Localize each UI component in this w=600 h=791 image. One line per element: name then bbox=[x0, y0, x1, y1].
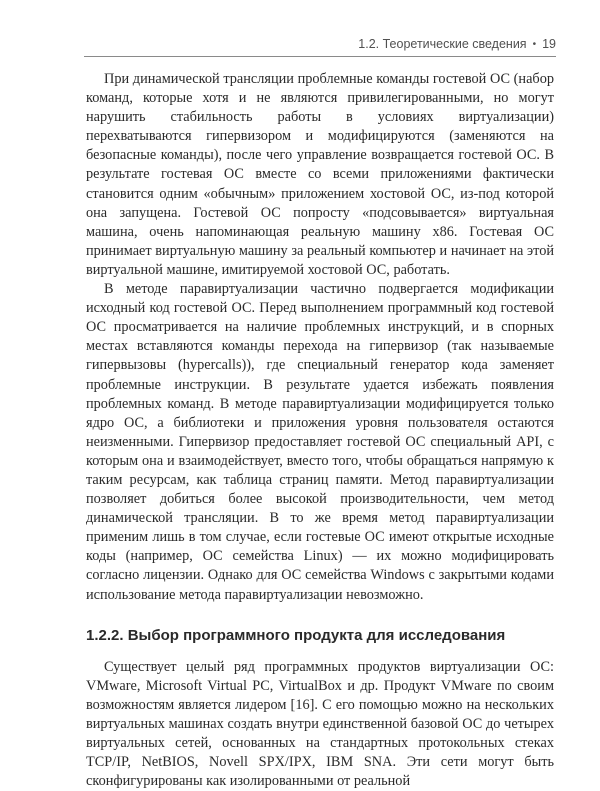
section-heading: 1.2.2. Выбор программного продукта для исследования bbox=[86, 626, 506, 644]
paragraph-paravirtualization: В методе паравиртуализации частично подвергается модификации исходный код гостевой ОС. Перед выполнением программный код гостевой ОС просматривается на наличие проблемных инструкций, и в спорных местах вставляются команды перехода на гипервизор (так называемые гипервызовы (hypercalls)), где специальный генератор кода заменяет проблемные инструкции. В результате удается избежать появления проблемных команд. В методе паравиртуализации модифицируется только ядро ОС, а библиотеки и приложения уровня пользователя остаются неизменными. Гипервизор предоставляет гостевой ОС специальный API, с которым она и взаимодействует, вместо того, чтобы обращаться напрямую к таким ресурсам, как таблица страниц памяти. Метод паравиртуализации позволяет добиться более высокой производительности, чем метод динамической трансляции. В то же время метод паравиртуализации применим лишь в том случае, если гостевые ОС имеют открытые исходные коды (например, ОС семейства Linux) — их можно модифицировать согласно лицензии. Однако для ОС семейства Windows с закрытыми кодами использование метода паравиртуализации невозможно. bbox=[86, 281, 554, 603]
header-section-title: 1.2. Теоретические сведения bbox=[358, 37, 527, 51]
header-rule bbox=[84, 56, 556, 57]
paragraph-dynamic-translation: При динамической трансляции проблемные команды гостевой ОС (набор команд, которые хотя и не являются привилегированными, но могут нарушить стабильность работы в условиях виртуализации) перехватываются гипервизором и модифицируются (заменяются на безопасные команды), после чего управление возвращается гостевой ОС. В результате гостевая ОС вместе со всеми приложениями фактически становится одним «обычным» приложением хостовой ОС, из-под которой она запущена. Гостевой ОС попросту «подсовывается» виртуальная машина, очень напоминающая реальную машину x86. Гостевая ОС принимает виртуальную машину за реальный компьютер и начинает на этой виртуальной машине, имитируемой хостовой ОС, работать. bbox=[86, 71, 554, 278]
paragraph-software-choice: Существует целый ряд программных продуктов виртуализации ОС: VMware, Microsoft Virtual PC, VirtualBox и др. Продукт VMware по своим возможностям является лидером [16]. С его помощью можно на нескольких виртуальных машинах создать внутри единственной базовой ОС до четырех виртуальных сетей, основанных на стандартных протокольных стеках TCP/IP, NetBIOS, Novell SPX/IPX, IBM SNA. Эти сети могут быть сконфигурированы как изолированными от реальной bbox=[86, 658, 554, 790]
page-number: 19 bbox=[542, 37, 556, 51]
header-bullet-separator: • bbox=[532, 38, 537, 50]
running-header bbox=[84, 34, 556, 54]
page-body bbox=[86, 70, 554, 791]
